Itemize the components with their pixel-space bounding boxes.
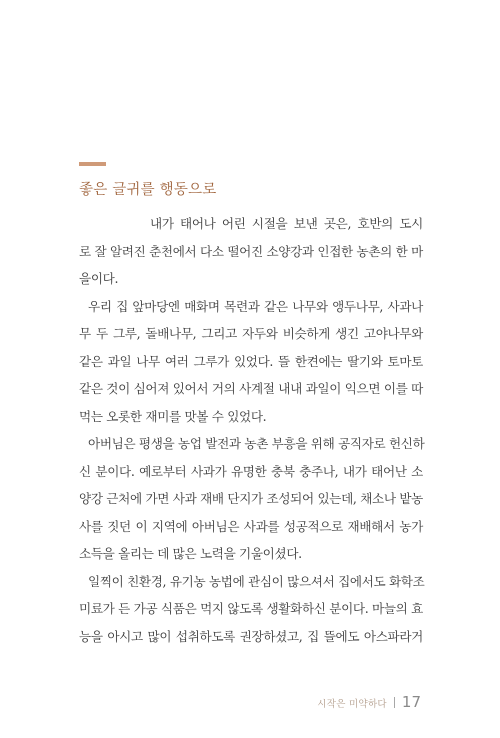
text-line: 일찍이 친환경, 유기농 농법에 관심이 많으셔서 집에서도 화학조	[88, 573, 425, 589]
footer-separator	[394, 697, 395, 708]
page-number: 17	[401, 693, 421, 711]
text-line: 먹는 오롯한 재미를 맛볼 수 있었다.	[79, 408, 267, 424]
text-line: 내가 태어나 어린 시절을 보낸 곳은, 호반의 도시	[150, 216, 423, 231]
text-line: 같은 것이 심어져 있어서 거의 사계절 내내 과일이 익으면 이를 따	[79, 381, 423, 396]
section-accent-bar	[79, 162, 106, 166]
text-line: 무 두 그루, 돌배나무, 그리고 자두와 비슷하게 생긴 고야나무와	[79, 326, 423, 341]
text-line: 사를 짓던 이 지역에 아버님은 사과를 성공적으로 재배해서 농가	[79, 518, 423, 534]
paragraph-2	[79, 293, 423, 431]
text-line: 같은 과일 나무 여러 그루가 있었다. 뜰 한켠에는 딸기와 토마토	[79, 353, 423, 369]
text-line: 로 잘 알려진 춘천에서 다소 떨어진 소양강과 인접한 농촌의 한 마	[79, 243, 423, 259]
running-title: 시작은 미약하다	[317, 699, 387, 710]
text-line: 소득을 올리는 데 많은 노력을 기울이셨다.	[79, 546, 302, 561]
paragraph-4	[79, 568, 423, 651]
text-line: 아버님은 평생을 농업 발전과 농촌 부흥을 위해 공직자로 헌신하	[88, 436, 425, 451]
text-line: 우리 집 앞마당엔 매화며 목련과 같은 나무와 앵두나무, 사과나	[88, 298, 423, 314]
body-text	[79, 210, 423, 650]
text-line: 미료가 든 가공 식품은 먹지 않도록 생활화하신 분이다. 마늘의 효	[79, 601, 423, 616]
page-footer	[317, 693, 421, 711]
text-line: 을이다.	[79, 271, 119, 286]
text-line: 신 분이다. 예로부터 사과가 유명한 충북 충주나, 내가 태어난 소	[79, 463, 423, 479]
paragraph-3	[79, 430, 423, 568]
text-line: 능을 아시고 많이 섭취하도록 권장하셨고, 집 뜰에도 아스파라거	[79, 628, 423, 644]
section-heading: 좋은 글귀를 행동으로	[79, 182, 217, 198]
text-line: 양강 근처에 가면 사과 재배 단지가 조성되어 있는데, 채소나 밭농	[79, 491, 423, 506]
paragraph-1	[79, 210, 423, 293]
